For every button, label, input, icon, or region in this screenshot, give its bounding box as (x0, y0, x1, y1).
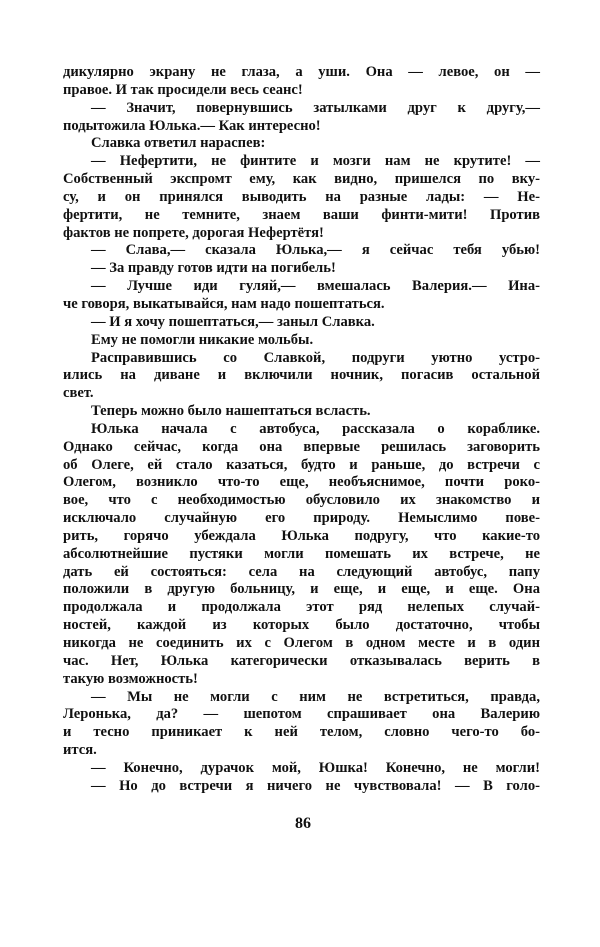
text-line: дикулярно экрану не глаза, а уши. Она — левое, он — (63, 64, 540, 80)
text-line: Собственный экспромт ему, как видно, пришелся по вку- (63, 171, 540, 188)
text-line: — Но до встречи я ничего не чувствовала! — В голо- (91, 777, 540, 794)
text-line: — Лучше иди гуляй,— вмешалась Валерия.— Ина- (91, 278, 540, 295)
text-line: никогда не соединить их с Олегом в одном месте и в один (63, 635, 540, 651)
text-line: Леронька, да? — шепотом спрашивает она Валерию (63, 706, 540, 723)
text-line: и тесно приникает к ней телом, словно чего-то бо- (63, 724, 540, 741)
text-line: дать ей состояться: села на следующий автобус, папу (63, 563, 540, 580)
text-line: Однако сейчас, когда она впервые решилась заговорить (63, 438, 540, 455)
text-line: — Мы не могли с ним не встретиться, правда, (91, 688, 540, 705)
text-line: вое, что с необходимостью обусловило их знакомство и (63, 492, 540, 509)
text-line: такую возможность! (63, 670, 198, 687)
text-line: фертити, не темните, знаем ваши финти-мити! Против (63, 206, 540, 223)
text-line: правое. И так просидели весь сеанс! (63, 81, 303, 98)
text-line: Славка ответил нараспев: (91, 135, 266, 152)
text-line: — Нефертити, не финтите и мозги нам не крутите! — (91, 153, 540, 170)
text-line: ностей, каждой из которых было достаточно, чтобы (63, 617, 540, 634)
text-line: Расправившись со Славкой, подруги уютно устро- (91, 349, 540, 366)
text-line: об Олеге, ей стало казаться, будто и раньше, до встречи с (63, 456, 540, 473)
text-line: су, и он принялся выводить на разные лады: — Не- (63, 188, 540, 205)
text-line: свет. (63, 385, 94, 402)
page-number: 86 (295, 815, 311, 832)
text-line: Теперь можно было нашептаться всласть. (91, 403, 371, 420)
text-line: исключало случайную его природу. Немыслимо пове- (63, 510, 540, 527)
text-line: Ему не помогли никакие мольбы. (91, 331, 314, 348)
text-line: ится. (63, 742, 97, 759)
text-line: — Значит, повернувшись затылками друг к другу,— (91, 99, 540, 116)
text-line: абсолютнейшие пустяки могли помешать их встрече, не (63, 545, 540, 562)
text-line: — Конечно, дурачок мой, Юшка! Конечно, не могли! (91, 759, 540, 776)
text-line: — За правду готов идти на погибель! (91, 260, 336, 277)
text-line: — Слава,— сказала Юлька,— я сейчас тебя убью! (91, 242, 540, 259)
text-line: — И я хочу пошептаться,— заныл Славка. (91, 313, 375, 330)
text-line: че говоря, выкатывайся, нам надо пошептаться. (63, 295, 385, 312)
text-line: подытожила Юлька.— Как интересно! (63, 117, 321, 134)
book-page-text (63, 64, 540, 796)
text-line: рить, горячо убеждала Юлька подругу, что какие-то (63, 527, 540, 544)
text-line: час. Нет, Юлька категорически отказывалась верить в (63, 652, 540, 669)
text-line: продолжала и продолжала этот ряд нелепых случай- (63, 599, 540, 616)
text-line: ились на диване и включили ночник, погасив остальной (63, 367, 540, 384)
text-line: Юлька начала с автобуса, рассказала о кораблике. (91, 420, 540, 437)
text-line: Олегом, возникло что-то еще, необъяснимое, почти роко- (63, 474, 540, 491)
text-line: положили в другую больницу, и еще, и еще, и еще. Она (63, 581, 540, 598)
text-line: фактов не попрете, дорогая Нефертётя! (63, 224, 324, 241)
